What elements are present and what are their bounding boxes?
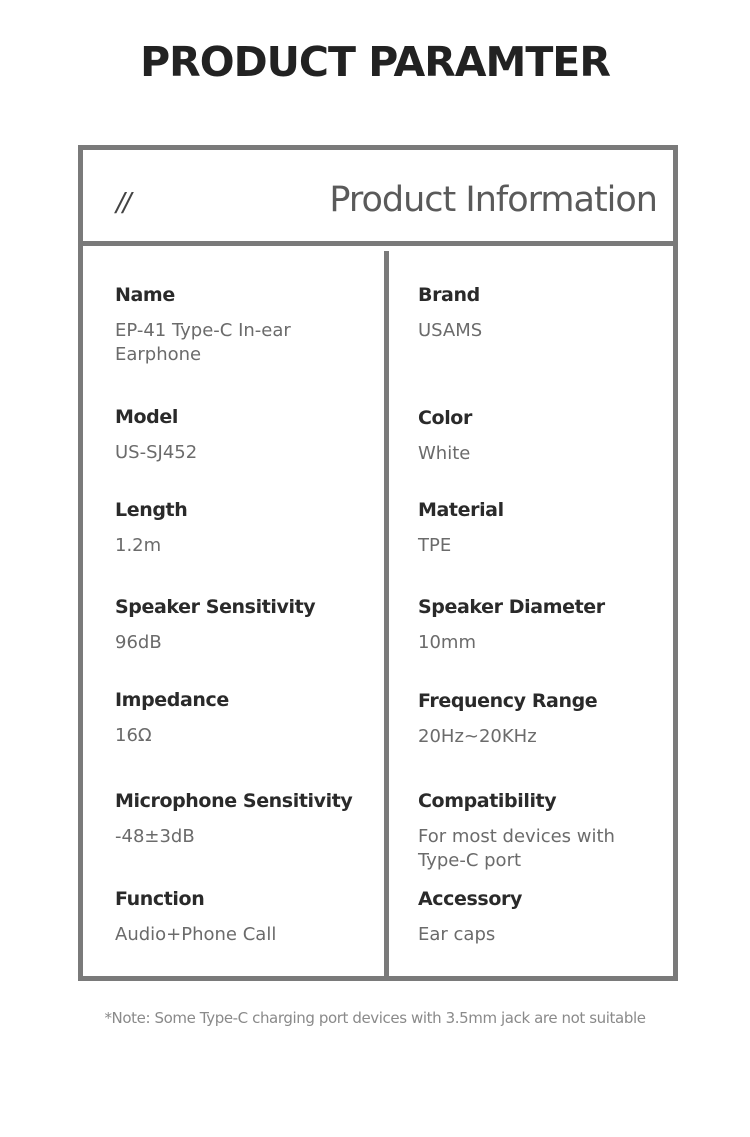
spec-value: 96dB [115, 632, 162, 653]
spec-value: -48±3dB [115, 826, 195, 847]
spec-value: 1.2m [115, 535, 162, 556]
spec-value: 16Ω [115, 725, 152, 746]
spec-label: Compatibility [418, 790, 557, 812]
spec-model [115, 406, 375, 465]
spec-value: EP-41 Type-C In-ear Earphone [115, 320, 291, 365]
spec-label: Material [418, 499, 504, 521]
spec-value: US-SJ452 [115, 442, 198, 463]
column-divider [384, 251, 389, 976]
spec-value: USAMS [418, 320, 483, 341]
spec-label: Speaker Sensitivity [115, 596, 316, 618]
spec-function [115, 888, 375, 947]
spec-speaker-diameter [418, 596, 678, 655]
header-slash-mark: // [116, 188, 130, 218]
page-title: PRODUCT PARAMTER [140, 38, 610, 86]
spec-value: TPE [418, 535, 452, 556]
spec-speaker-sensitivity [115, 596, 375, 655]
spec-material [418, 499, 678, 558]
spec-value: White [418, 443, 471, 464]
spec-label: Model [115, 406, 178, 428]
spec-value: For most devices with Type-C port [418, 826, 615, 871]
spec-microphone-sensitivity [115, 790, 375, 849]
spec-label: Speaker Diameter [418, 596, 605, 618]
spec-name [115, 284, 375, 367]
spec-label: Microphone Sensitivity [115, 790, 353, 812]
spec-label: Frequency Range [418, 690, 598, 712]
spec-value: 20Hz~20KHz [418, 726, 537, 747]
table-title: Product Information [329, 180, 657, 220]
spec-brand [418, 284, 678, 343]
spec-label: Color [418, 407, 472, 429]
footnote: *Note: Some Type-C charging port devices with 3.5mm jack are not suitable [104, 1009, 646, 1027]
spec-value: Audio+Phone Call [115, 924, 277, 945]
spec-label: Name [115, 284, 175, 306]
spec-label: Impedance [115, 689, 229, 711]
spec-impedance [115, 689, 375, 748]
spec-value: Ear caps [418, 924, 496, 945]
spec-value: 10mm [418, 632, 476, 653]
spec-length [115, 499, 375, 558]
spec-color [418, 407, 678, 466]
spec-compatibility [418, 790, 678, 873]
spec-label: Length [115, 499, 188, 521]
table-header [83, 150, 673, 246]
spec-label: Function [115, 888, 205, 910]
spec-frequency-range [418, 690, 678, 749]
product-info-table [78, 145, 678, 981]
spec-label: Brand [418, 284, 480, 306]
spec-accessory [418, 888, 678, 947]
spec-label: Accessory [418, 888, 522, 910]
